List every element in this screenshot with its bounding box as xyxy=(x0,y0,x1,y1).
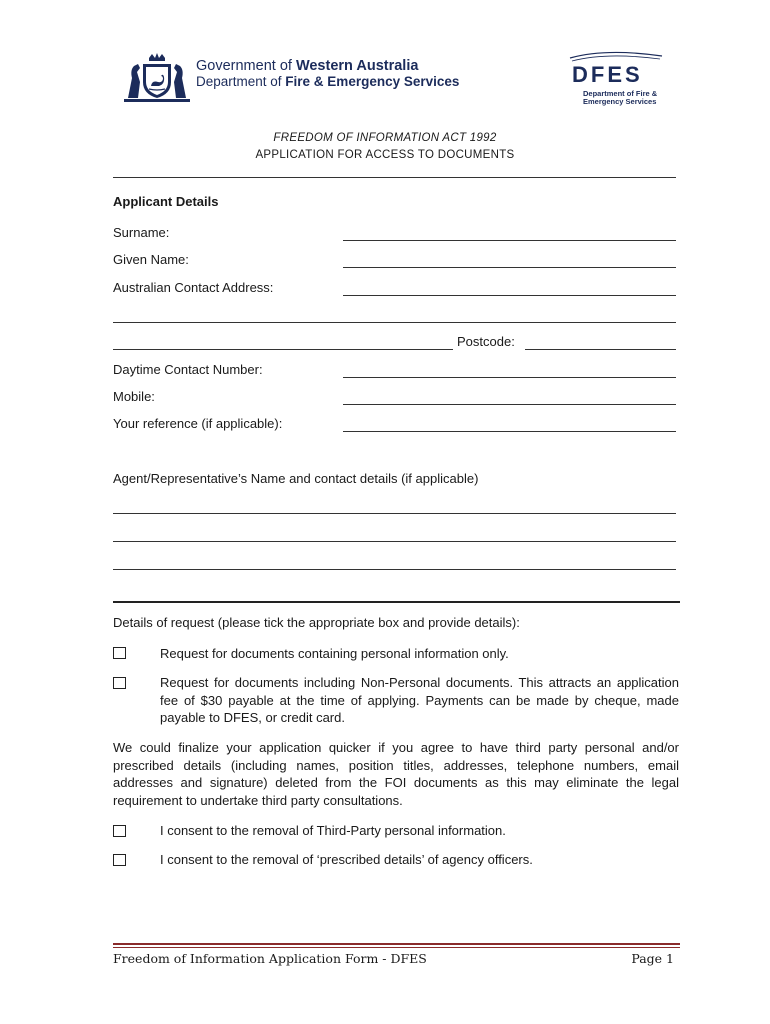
personal-info-checkbox[interactable] xyxy=(113,647,126,659)
agent-field-line-1[interactable] xyxy=(113,513,676,514)
government-name: Government of Western Australia xyxy=(196,58,419,74)
address-label: Australian Contact Address: xyxy=(113,280,274,295)
consent-third-party-checkbox[interactable] xyxy=(113,825,126,837)
consent-third-party-label: I consent to the removal of Third-Party personal information. xyxy=(160,823,506,838)
title-divider xyxy=(113,177,676,178)
dfes-logo-subtitle-line1: Department of Fire & xyxy=(583,89,658,98)
address-field-line-2[interactable] xyxy=(113,322,676,323)
consent-prescribed-label: I consent to the removal of ‘prescribed details’ of agency officers. xyxy=(160,852,533,867)
applicant-details-heading: Applicant Details xyxy=(113,194,219,209)
footer-form-title: Freedom of Information Application Form - DFES xyxy=(113,951,427,966)
given-name-field[interactable] xyxy=(343,267,676,268)
dfes-logo-subtitle-line2: Emergency Services xyxy=(583,97,657,106)
surname-field[interactable] xyxy=(343,240,676,241)
agent-label: Agent/Representative’s Name and contact details (if applicable) xyxy=(113,471,479,486)
dfes-logo-text: DFES xyxy=(572,62,643,87)
daytime-contact-label: Daytime Contact Number: xyxy=(113,362,263,377)
non-personal-docs-checkbox[interactable] xyxy=(113,677,126,689)
surname-label: Surname: xyxy=(113,225,170,240)
footer-rule-thick xyxy=(113,943,680,945)
act-title: FREEDOM OF INFORMATION ACT 1992 xyxy=(273,132,497,144)
agent-field-line-3[interactable] xyxy=(113,569,676,570)
request-heading: Details of request (please tick the appropriate box and provide details): xyxy=(113,615,520,630)
mobile-label: Mobile: xyxy=(113,389,155,404)
footer-page-number: Page 1 xyxy=(631,951,674,966)
department-name: Department of Fire & Emergency Services xyxy=(196,74,460,89)
address-field-line-3[interactable] xyxy=(113,349,453,350)
address-field-line-1[interactable] xyxy=(343,295,676,296)
personal-info-option-label: Request for documents containing personal information only. xyxy=(160,646,509,661)
reference-field[interactable] xyxy=(343,431,676,432)
agent-field-line-2[interactable] xyxy=(113,541,676,542)
mobile-field[interactable] xyxy=(343,404,676,405)
third-party-paragraph: We could finalize your application quicker if you agree to have third party personal and/or prescribed details (including names, position titles, addresses, telephone numbers, email addresses and signature) deleted from the FOI documents as this may eliminate the legal requirement to undertake third party consultations. xyxy=(113,740,679,808)
non-personal-docs-option-label: Request for documents including Non-Personal documents. This attracts an application fee of $30 payable at the time of applying. Payments can be made by cheque, made payable to DFES, or credit card. xyxy=(160,675,679,725)
postcode-label: Postcode: xyxy=(457,334,515,349)
wa-government-crest-logo xyxy=(122,52,192,106)
postcode-field[interactable] xyxy=(525,349,676,350)
consent-prescribed-checkbox[interactable] xyxy=(113,854,126,866)
form-title: APPLICATION FOR ACCESS TO DOCUMENTS xyxy=(255,149,515,161)
daytime-contact-field[interactable] xyxy=(343,377,676,378)
section-divider xyxy=(113,601,680,603)
reference-label: Your reference (if applicable): xyxy=(113,416,283,431)
footer-rule-thin xyxy=(113,947,680,948)
given-name-label: Given Name: xyxy=(113,252,189,267)
